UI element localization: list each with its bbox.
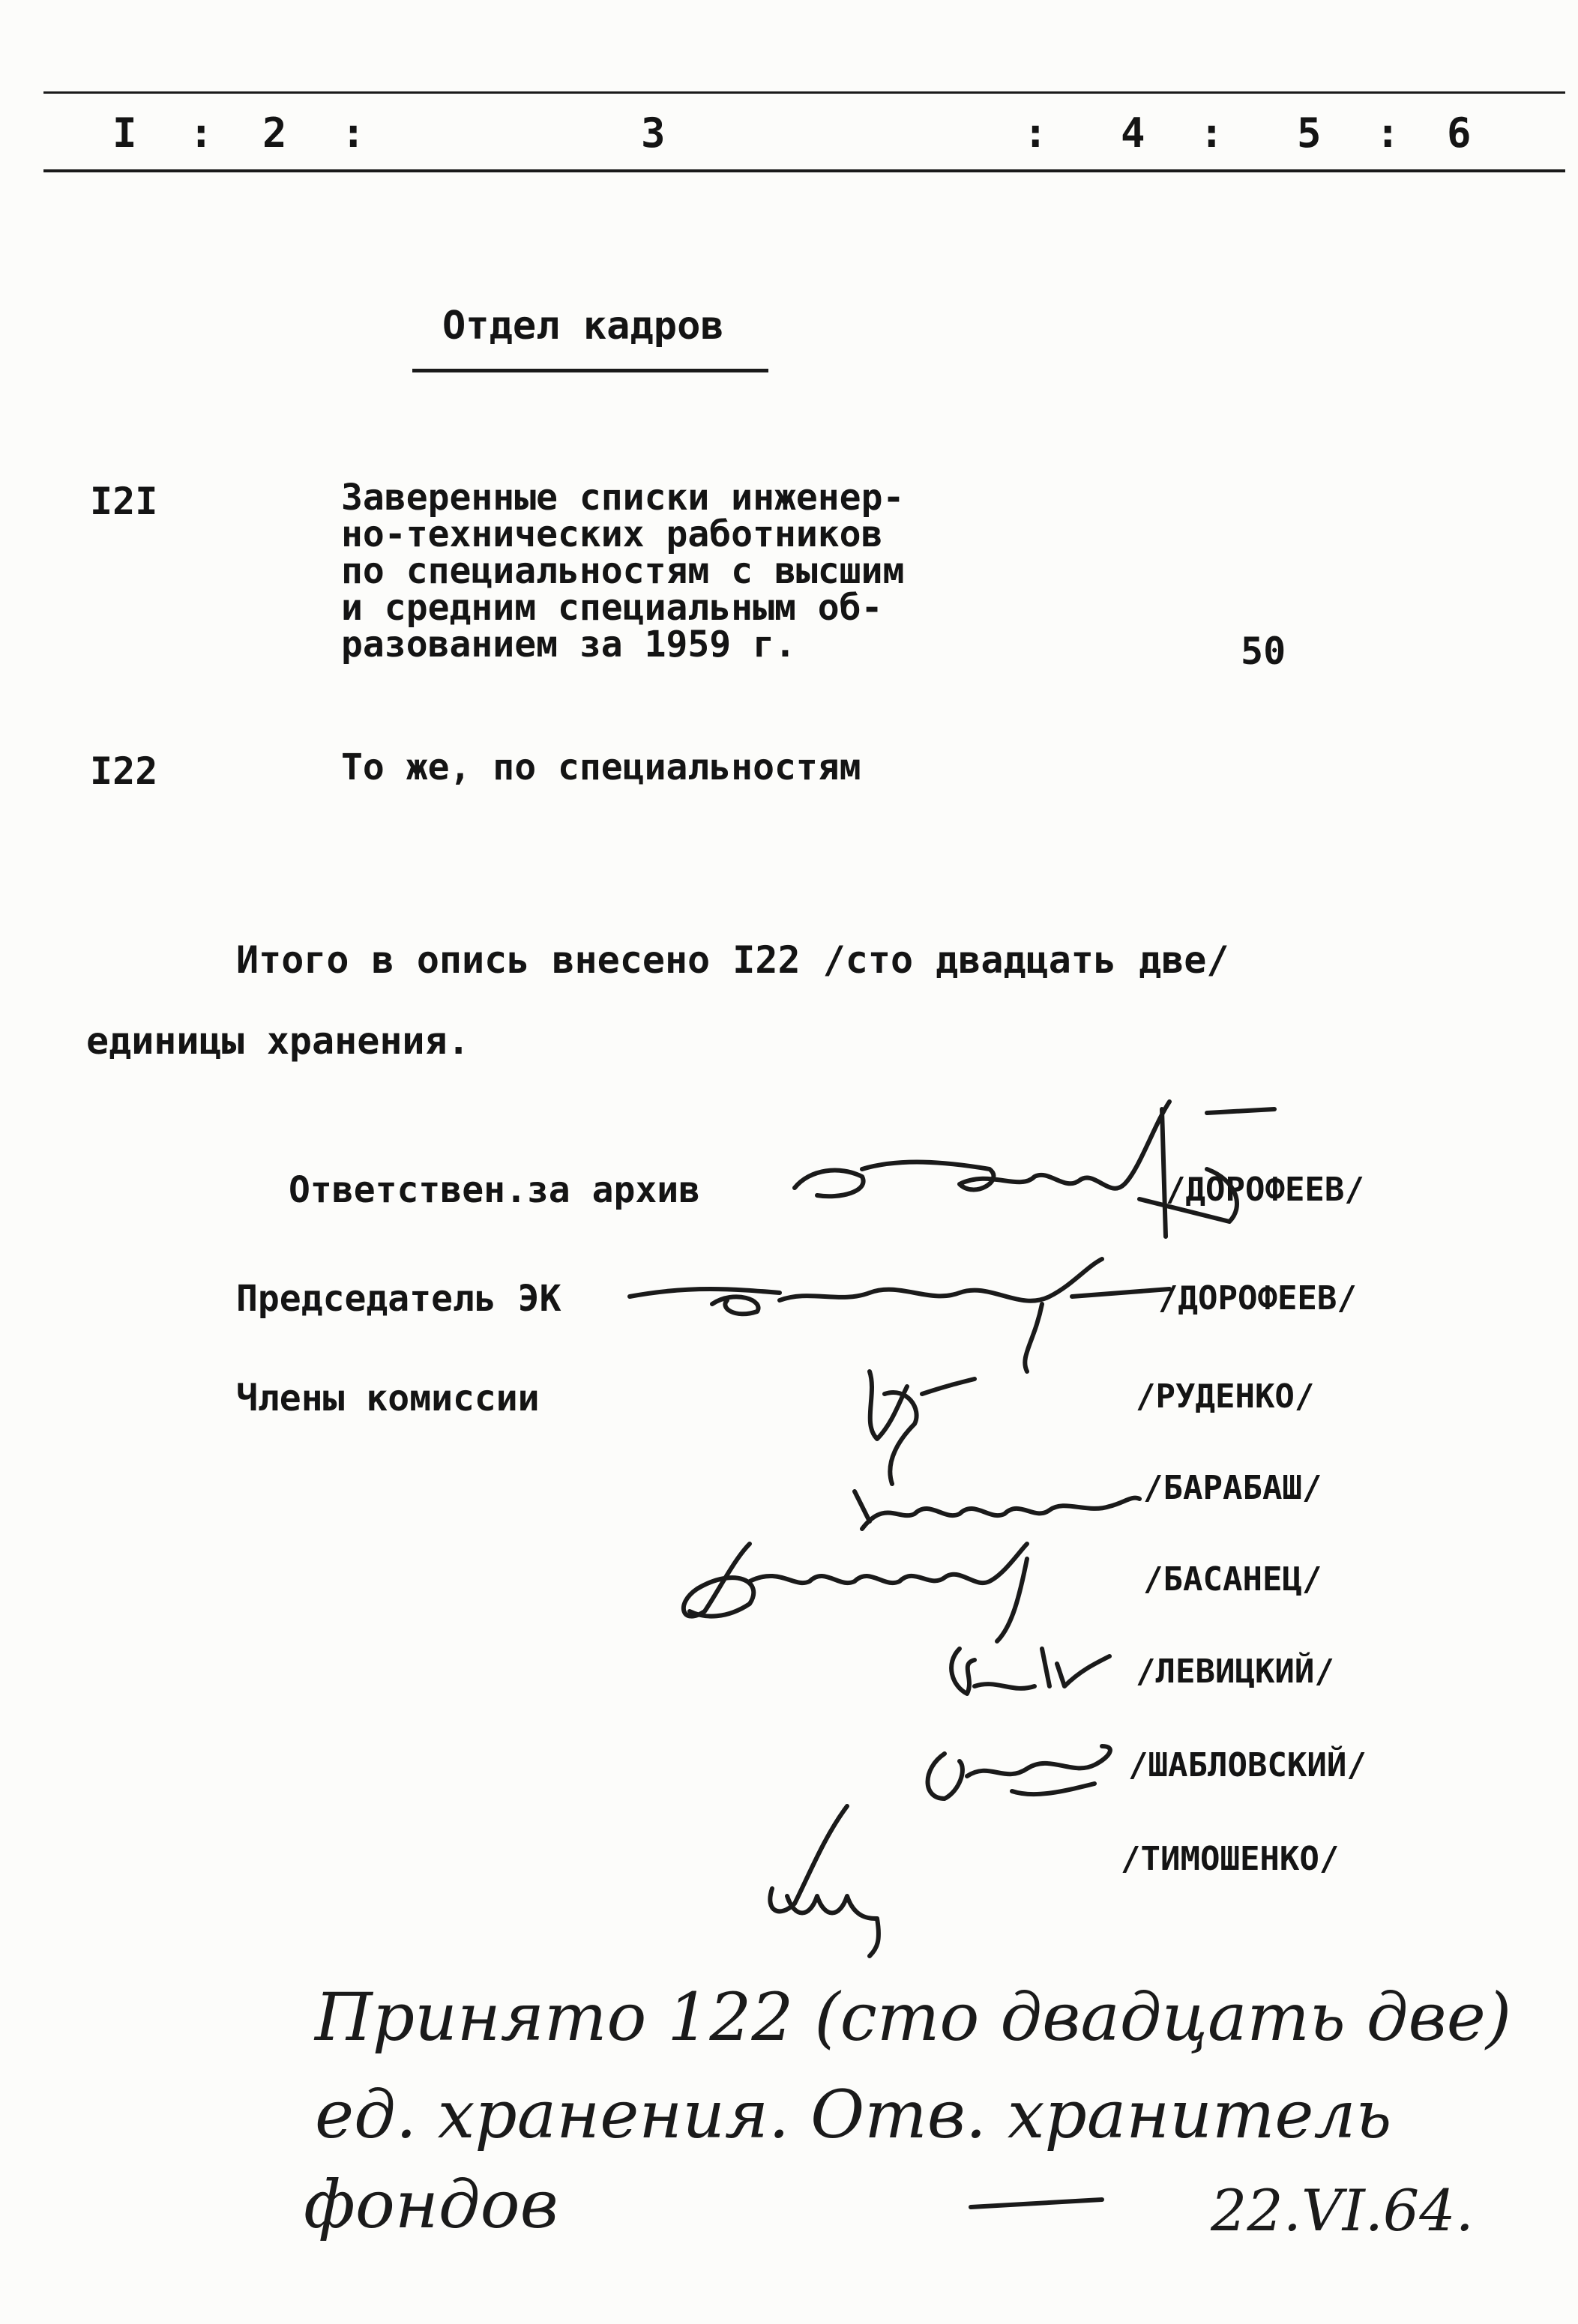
commission-chair-name: /ДОРОФЕЕВ/	[1158, 1279, 1357, 1318]
commission-member-name: /БАСАНЕЦ/	[1143, 1560, 1322, 1599]
header-col-6: 6	[1447, 109, 1473, 157]
signature-rudenko	[870, 1371, 975, 1484]
entry-description	[341, 477, 905, 665]
entry-sheet-count: 50	[1241, 630, 1286, 673]
handwritten-dash	[971, 2200, 1102, 2207]
section-title-underline	[412, 369, 768, 372]
header-sep-2: :	[341, 109, 367, 157]
signature-timoshenko	[770, 1806, 879, 1956]
commission-member-name: /РУДЕНКО/	[1136, 1377, 1315, 1416]
signature-archive	[795, 1102, 1274, 1237]
header-sep-3: :	[1023, 109, 1050, 157]
entry-number: I22	[90, 749, 158, 793]
header-sep-5: :	[1376, 109, 1402, 157]
signature-levitsky	[951, 1649, 1109, 1694]
entry-description-line: и средним специальным об-	[341, 587, 883, 629]
commission-member-name: /БАРАБАШ/	[1143, 1469, 1322, 1507]
header-top-rule	[43, 91, 1565, 94]
commission-member-name: /ЛЕВИЦКИЙ/	[1136, 1653, 1334, 1691]
entry-description-line: но-технических работников	[341, 513, 883, 555]
handwritten-note-line-3: фондов	[304, 2166, 558, 2243]
header-bottom-rule	[43, 169, 1565, 172]
commission-members-label: Члены комиссии	[236, 1377, 540, 1419]
header-sep-1: :	[189, 109, 215, 157]
signature-chair	[630, 1259, 1169, 1371]
entry-description-line: Заверенные списки инженер-	[341, 477, 905, 519]
handwritten-note-date: 22.VI.64.	[1211, 2177, 1474, 2244]
header-col-3: 3	[641, 109, 667, 157]
entry-description-line: по специальностям с высшим	[341, 550, 905, 592]
commission-member-name: /ШАБЛОВСКИЙ/	[1128, 1746, 1367, 1784]
archive-responsible-name: /ДОРОФЕЕВ/	[1166, 1171, 1364, 1209]
header-col-2: 2	[262, 109, 289, 157]
handwritten-note-line-2: ед. хранения. Отв. хранитель	[315, 2076, 1392, 2153]
header-sep-4: :	[1199, 109, 1226, 157]
summary-line-1: Итого в опись внесено I22 /сто двадцать две/	[236, 938, 1229, 982]
archive-responsible-label: Ответствен.за архив	[289, 1169, 701, 1211]
entry-description-line: разованием за 1959 г.	[341, 624, 796, 665]
header-col-5: 5	[1297, 109, 1323, 157]
section-title: Отдел кадров	[442, 304, 724, 348]
entry-number: I2I	[90, 480, 158, 523]
header-col-4: 4	[1121, 109, 1147, 157]
handwritten-note-line-1: Принято 122 (сто двадцать две)	[315, 1979, 1512, 2056]
entry-description-line: То же, по специальностям	[341, 746, 861, 788]
signature-basanets	[684, 1544, 1027, 1641]
signature-barabash	[855, 1491, 1139, 1529]
commission-chair-label: Председатель ЭК	[236, 1278, 561, 1320]
signature-shablovsky	[928, 1746, 1110, 1799]
summary-line-2: единицы хранения.	[86, 1019, 470, 1063]
commission-member-name: /ТИМОШЕНКО/	[1121, 1840, 1340, 1878]
header-col-1: I	[112, 109, 139, 157]
